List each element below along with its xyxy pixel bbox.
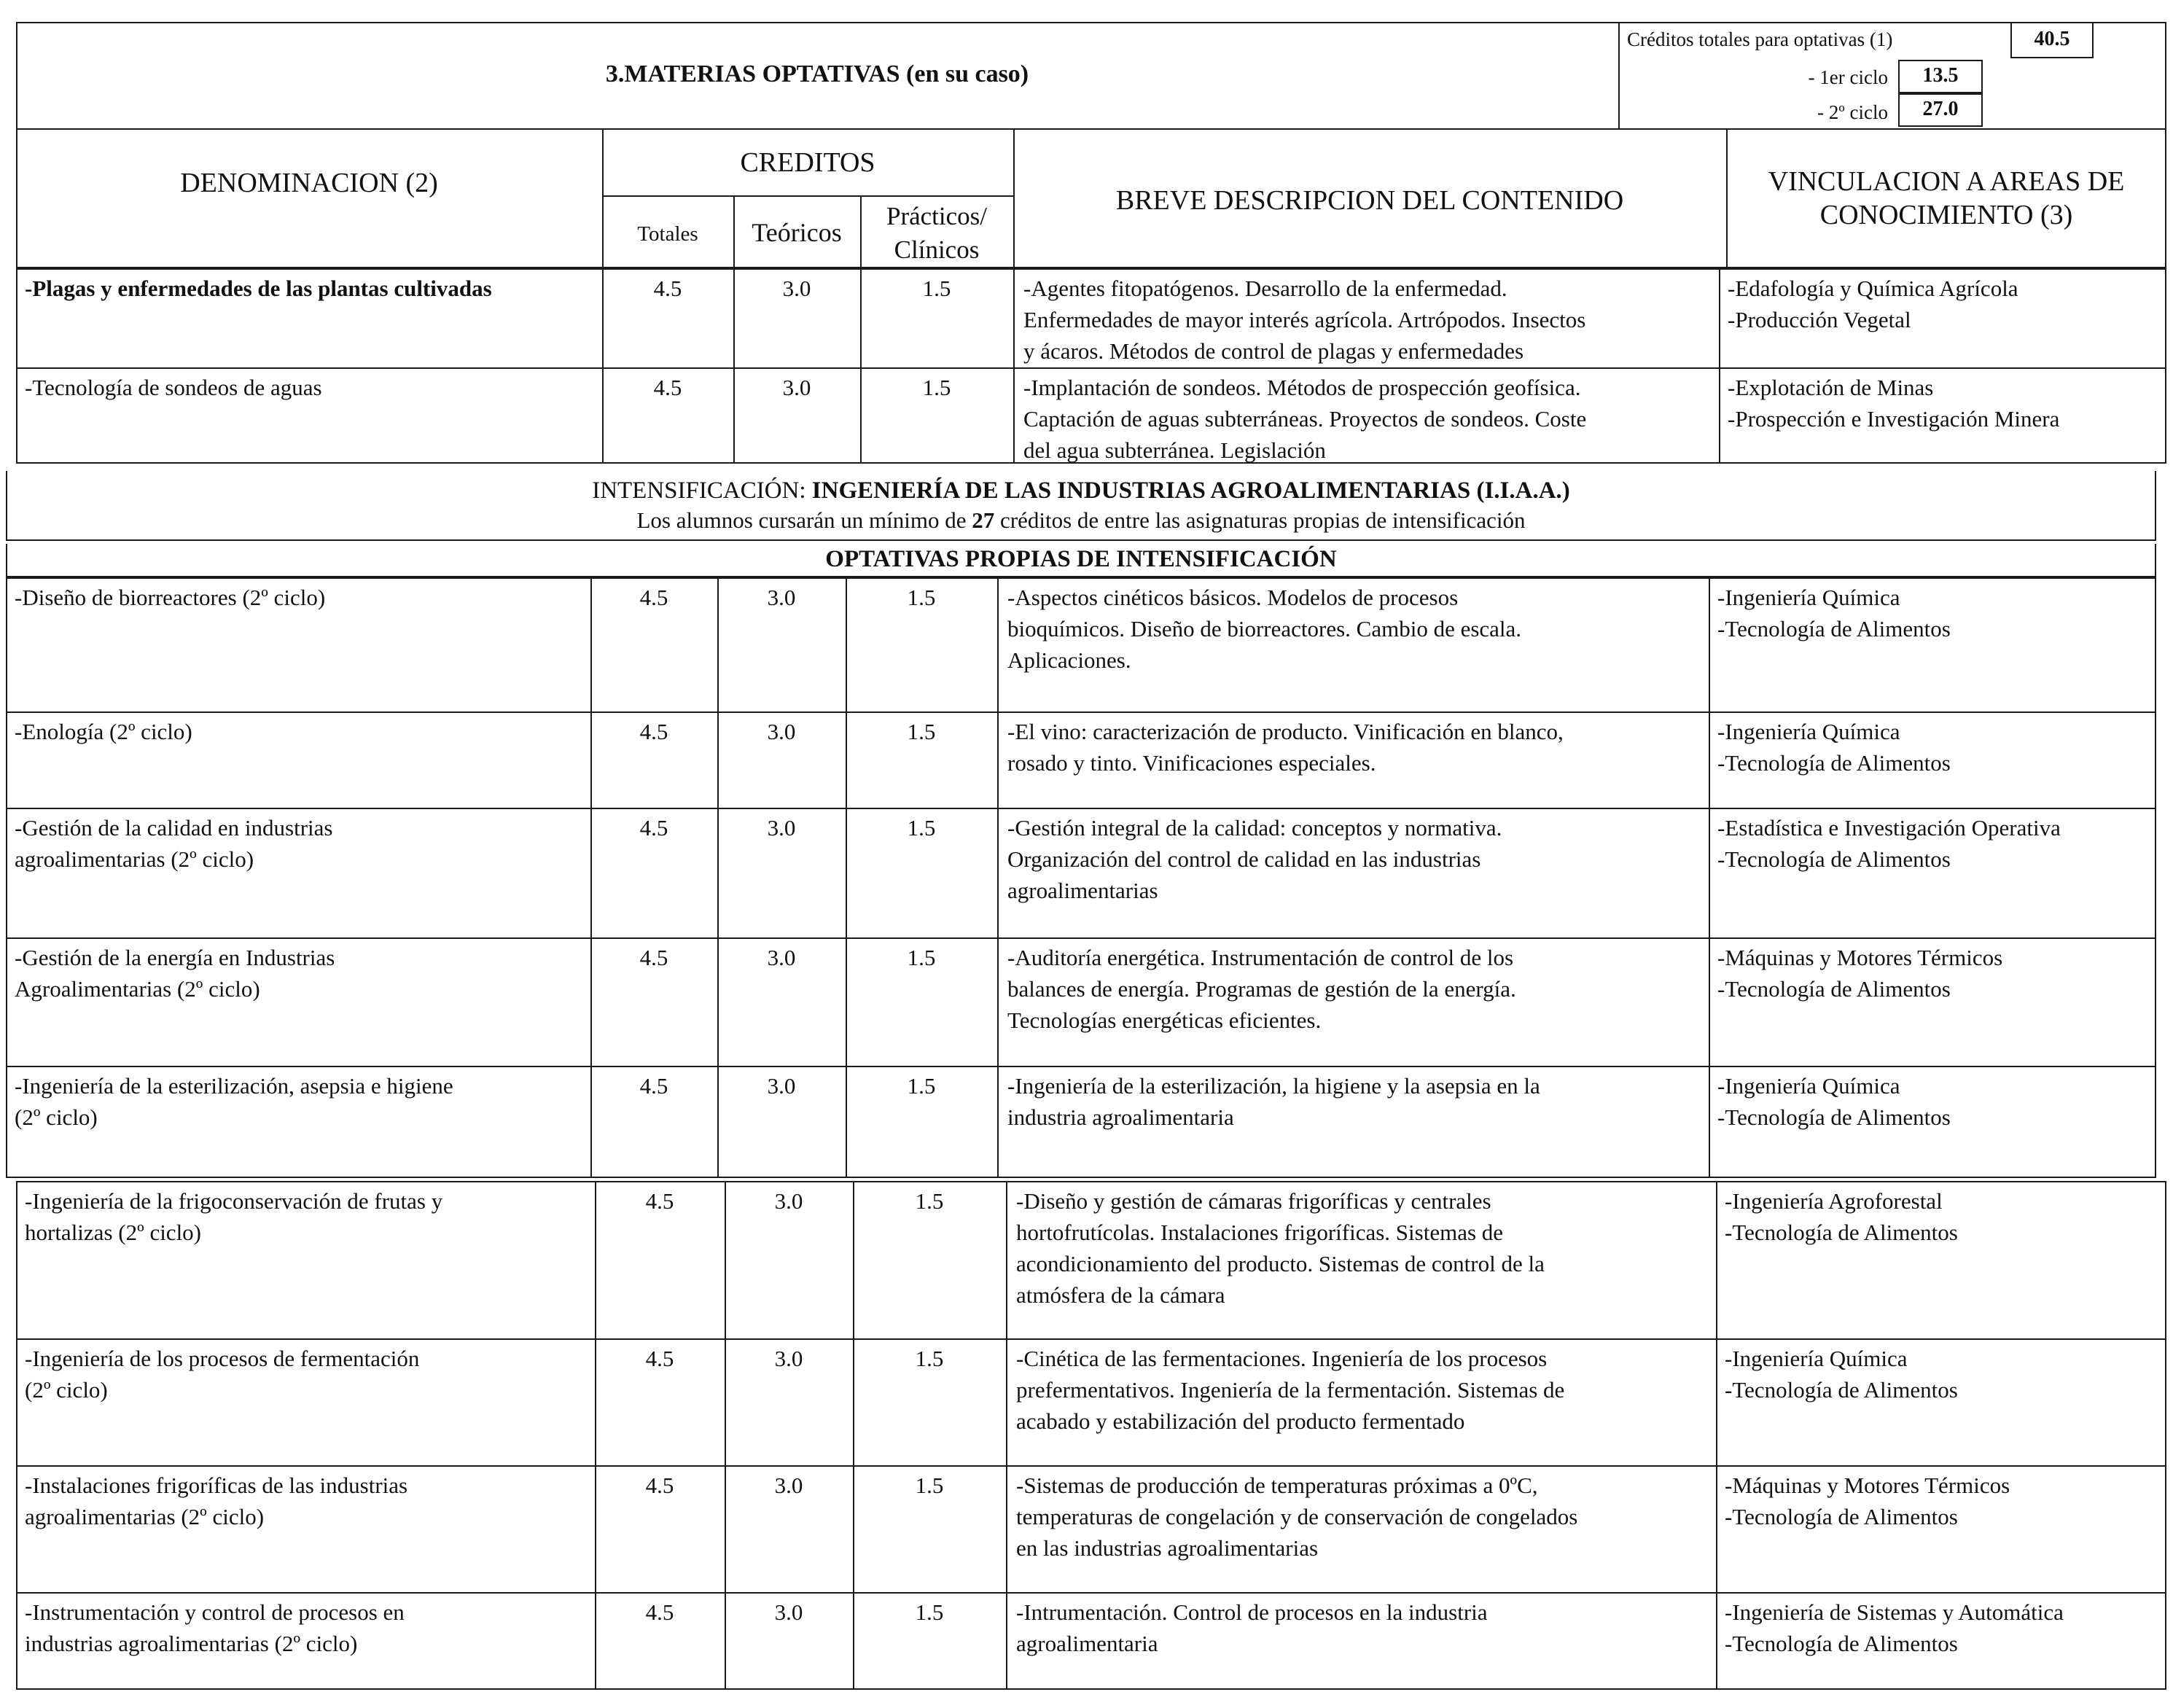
col-vinculacion: VINCULACION A AREAS DE CONOCIMIENTO (3) bbox=[1768, 166, 2125, 230]
knowledge-areas: -Edafología y Química Agrícola -Producción Vegetal bbox=[1728, 276, 2018, 332]
column-divider bbox=[1006, 1181, 1007, 1690]
credits-practice: 1.5 bbox=[907, 585, 936, 610]
subject-name: -Plagas y enfermedades de las plantas cultivadas bbox=[25, 276, 492, 301]
subject-name: -Gestión de la calidad en industrias agroalimentarias (2º ciclo) bbox=[15, 815, 333, 872]
credits-theory: 3.0 bbox=[774, 1188, 803, 1214]
col-denominacion: DENOMINACION (2) bbox=[180, 168, 438, 198]
knowledge-areas: -Máquinas y Motores Térmicos -Tecnología de Alimentos bbox=[1717, 945, 2003, 1002]
knowledge-areas: -Ingeniería Química -Tecnología de Alimentos bbox=[1725, 1346, 1958, 1403]
content-description: -Implantación de sondeos. Métodos de prospección geofísica. Captación de aguas subterráneas. Proyectos de sondeos. Coste del agua subterránea. Legislación bbox=[1023, 375, 1587, 463]
note-credits: 27 bbox=[972, 507, 995, 533]
subject-name: -Ingeniería de los procesos de fermentación (2º ciclo) bbox=[25, 1346, 420, 1403]
credits-practice: 1.5 bbox=[907, 1073, 936, 1099]
credits-total: 4.5 bbox=[639, 1073, 668, 1099]
credits-total-value: 40.5 bbox=[2010, 22, 2094, 58]
credits-total: 4.5 bbox=[639, 719, 668, 744]
cycle1-label: - 1er ciclo bbox=[1808, 66, 1888, 88]
intensification-name: INGENIERÍA DE LAS INDUSTRIAS AGROALIMENTARIAS (I.I.A.A.) bbox=[811, 477, 1570, 504]
col-totales: Totales bbox=[637, 222, 698, 246]
cycle2-label: - 2º ciclo bbox=[1817, 101, 1888, 123]
row-divider bbox=[16, 1338, 2166, 1340]
cycle1-value: 13.5 bbox=[1898, 60, 1983, 93]
credits-theory: 3.0 bbox=[774, 1473, 803, 1498]
knowledge-areas: -Ingeniería Química -Tecnología de Alimentos bbox=[1717, 719, 1951, 776]
content-description: -Ingeniería de la esterilización, la higiene y la asepsia en la industria agroalimentaria bbox=[1007, 1073, 1540, 1130]
creditos-split bbox=[602, 195, 1013, 197]
row-divider bbox=[16, 1592, 2166, 1594]
intensification-prefix: INTENSIFICACIÓN: bbox=[592, 477, 812, 504]
subject-name: -Instalaciones frigoríficas de las industrias agroalimentarias (2º ciclo) bbox=[25, 1473, 408, 1529]
optativas-subtitle: OPTATIVAS PROPIAS DE INTENSIFICACIÓN bbox=[6, 544, 2156, 577]
content-description: -Aspectos cinéticos básicos. Modelos de procesos bioquímicos. Diseño de biorreactores. Cambio de escala. Aplicaciones. bbox=[1007, 585, 1522, 673]
content-description: -Intrumentación. Control de procesos en la industria agroalimentaria bbox=[1016, 1599, 1488, 1656]
credits-practice: 1.5 bbox=[915, 1346, 944, 1371]
credits-total: 4.5 bbox=[639, 585, 668, 610]
credits-total: 4.5 bbox=[645, 1188, 674, 1214]
subject-name: -Tecnología de sondeos de aguas bbox=[25, 375, 322, 400]
knowledge-areas: -Estadística e Investigación Operativa -Tecnología de Alimentos bbox=[1717, 815, 2061, 872]
row-divider bbox=[16, 1465, 2166, 1467]
note-part: Los alumnos cursarán un mínimo de bbox=[636, 507, 972, 533]
content-description: -El vino: caracterización de producto. Vinificación en blanco, rosado y tinto. Vinificaciones especiales. bbox=[1007, 719, 1564, 776]
intensification-note bbox=[6, 504, 2156, 536]
credits-practice: 1.5 bbox=[922, 375, 951, 400]
column-divider bbox=[1709, 577, 1710, 1178]
subject-name: -Ingeniería de la esterilización, asepsia e higiene (2º ciclo) bbox=[15, 1073, 453, 1130]
credits-practice: 1.5 bbox=[907, 945, 936, 970]
row-divider bbox=[6, 937, 2156, 939]
knowledge-areas: -Ingeniería Química -Tecnología de Alimentos bbox=[1717, 1073, 1951, 1130]
credits-practice: 1.5 bbox=[907, 719, 936, 744]
col-creditos: CREDITOS bbox=[740, 147, 875, 178]
content-description: -Auditoría energética. Instrumentación de control de los balances de energía. Programas de gestión de la energía. Tecnologías energéticas eficientes. bbox=[1007, 945, 1516, 1033]
credits-practice: 1.5 bbox=[915, 1473, 944, 1498]
knowledge-areas: -Explotación de Minas -Prospección e Investigación Minera bbox=[1728, 375, 2060, 432]
content-description: -Agentes fitopatógenos. Desarrollo de la enfermedad. Enfermedades de mayor interés agrícola. Artrópodos. Insectos y ácaros. Métodos de control de plagas y enfermedades bbox=[1023, 276, 1586, 364]
credits-total: 4.5 bbox=[653, 375, 682, 400]
row-divider bbox=[6, 808, 2156, 809]
header-divider bbox=[1618, 22, 1620, 130]
credits-practice: 1.5 bbox=[915, 1188, 944, 1214]
note-part: créditos de entre las asignaturas propias de intensificación bbox=[994, 507, 1526, 533]
credits-theory: 3.0 bbox=[782, 276, 811, 301]
content-description: -Gestión integral de la calidad: conceptos y normativa. Organización del control de calidad en las industrias agroalimentarias bbox=[1007, 815, 1502, 903]
column-divider bbox=[997, 577, 999, 1178]
credits-total: 4.5 bbox=[645, 1473, 674, 1498]
knowledge-areas: -Ingeniería Agroforestal -Tecnología de Alimentos bbox=[1725, 1188, 1958, 1245]
subject-name: -Instrumentación y control de procesos en industrias agroalimentarias (2º ciclo) bbox=[25, 1599, 405, 1656]
credits-total: 4.5 bbox=[645, 1599, 674, 1625]
credits-theory: 3.0 bbox=[767, 1073, 796, 1099]
content-description: -Diseño y gestión de cámaras frigoríficas y centrales hortofrutícolas. Instalaciones frigoríficas. Sistemas de acondicionamiento del producto. Sistemas de control de la atmósfera de la cámara bbox=[1016, 1188, 1545, 1308]
credits-theory: 3.0 bbox=[767, 945, 796, 970]
subject-name: -Gestión de la energía en Industrias Agroalimentarias (2º ciclo) bbox=[15, 945, 335, 1002]
section-title: 3.MATERIAS OPTATIVAS (en su caso) bbox=[605, 61, 1029, 87]
credits-theory: 3.0 bbox=[767, 585, 796, 610]
content-description: -Sistemas de producción de temperaturas próximas a 0ºC, temperaturas de congelación y de conservación de congelados en las industrias agroalimentarias bbox=[1016, 1473, 1578, 1561]
row-divider bbox=[6, 711, 2156, 713]
knowledge-areas: -Máquinas y Motores Térmicos -Tecnología de Alimentos bbox=[1725, 1473, 2010, 1529]
col-teoricos: Teóricos bbox=[752, 218, 842, 247]
credits-total: 4.5 bbox=[639, 815, 668, 841]
credits-practice: 1.5 bbox=[922, 276, 951, 301]
column-divider bbox=[1013, 268, 1015, 464]
subject-name: -Diseño de biorreactores (2º ciclo) bbox=[15, 585, 326, 610]
subject-name: -Ingeniería de la frigoconservación de frutas y hortalizas (2º ciclo) bbox=[25, 1188, 443, 1245]
row-divider bbox=[6, 1066, 2156, 1067]
credits-total: 4.5 bbox=[639, 945, 668, 970]
row-divider bbox=[16, 367, 2166, 369]
credits-theory: 3.0 bbox=[774, 1599, 803, 1625]
knowledge-areas: -Ingeniería de Sistemas y Automática -Tecnología de Alimentos bbox=[1725, 1599, 2064, 1656]
credits-practice: 1.5 bbox=[915, 1599, 944, 1625]
credits-total: 4.5 bbox=[653, 276, 682, 301]
credits-total-label: Créditos totales para optativas (1) bbox=[1627, 28, 1893, 50]
cycle2-value: 27.0 bbox=[1898, 93, 1983, 127]
col-descripcion: BREVE DESCRIPCION DEL CONTENIDO bbox=[1115, 185, 1624, 216]
col-practicos: Prácticos/ Clínicos bbox=[886, 202, 988, 264]
column-divider bbox=[1719, 268, 1720, 464]
intensification-title bbox=[6, 475, 2156, 507]
credits-theory: 3.0 bbox=[767, 815, 796, 841]
credits-theory: 3.0 bbox=[767, 719, 796, 744]
credits-total: 4.5 bbox=[645, 1346, 674, 1371]
credits-theory: 3.0 bbox=[782, 375, 811, 400]
column-divider bbox=[1716, 1181, 1717, 1690]
subject-name: -Enología (2º ciclo) bbox=[15, 719, 192, 744]
credits-practice: 1.5 bbox=[907, 815, 936, 841]
content-description: -Cinética de las fermentaciones. Ingeniería de los procesos prefermentativos. Ingeniería de la fermentación. Sistemas de acabado y estabilización del producto fermentado bbox=[1016, 1346, 1565, 1434]
credits-theory: 3.0 bbox=[774, 1346, 803, 1371]
knowledge-areas: -Ingeniería Química -Tecnología de Alimentos bbox=[1717, 585, 1951, 642]
